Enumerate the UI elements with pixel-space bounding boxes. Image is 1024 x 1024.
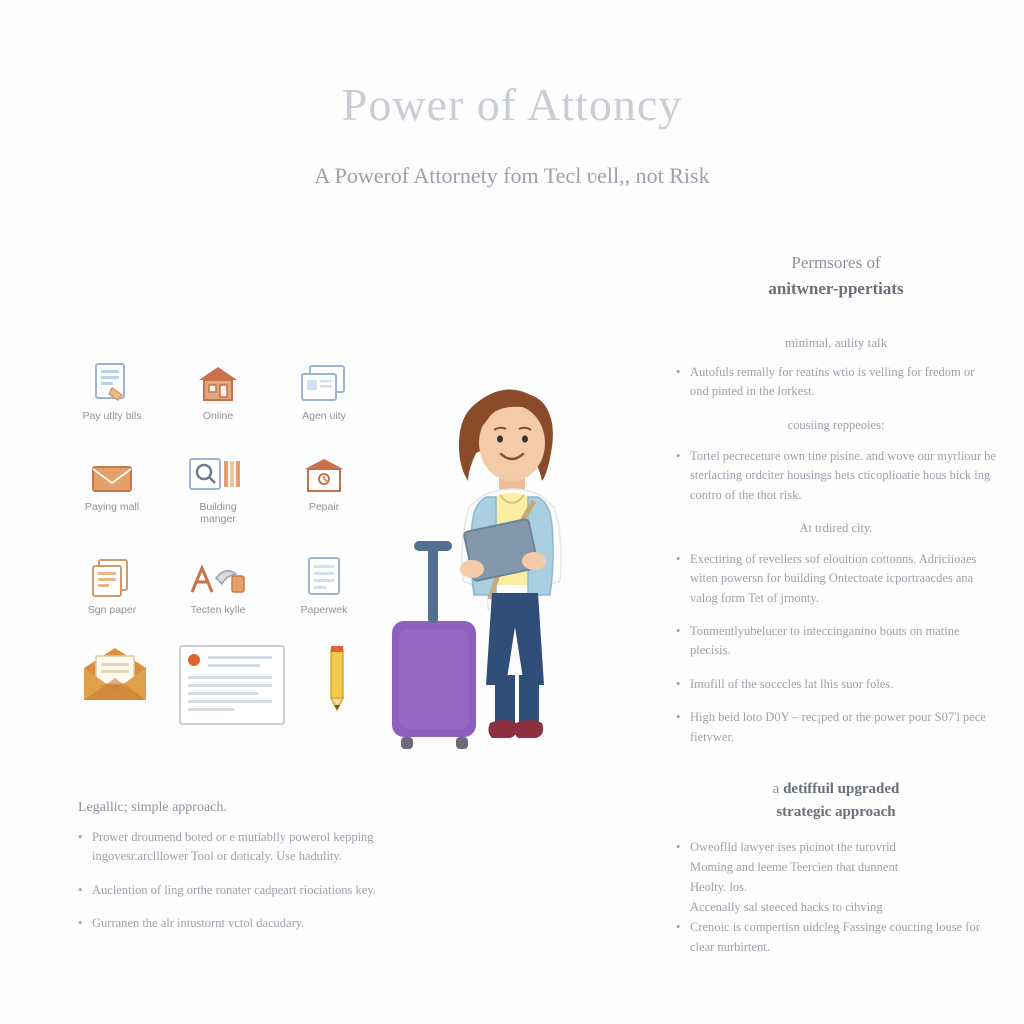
icon-caption: Pay utlty bils [82, 410, 142, 422]
bottom-right-heading-line-2: strategic approach [776, 803, 896, 820]
icon-cell [184, 554, 252, 617]
list-item: • Auclention of ling orthe ronater cadpeart riociations key. [78, 881, 378, 900]
icon-row [78, 554, 358, 617]
right-panel [676, 250, 996, 761]
icon-row [78, 451, 358, 526]
bottom-right-heading [676, 778, 996, 823]
house-icon [184, 360, 252, 404]
list-item: • Prower droumend boted or e mutiablly powerol kepping ingovesr.arclllower Tool or doticaly. Use hadulity. [78, 828, 378, 867]
tools-icon [184, 554, 252, 598]
icon-cell [290, 360, 358, 423]
icon-caption: Agen uity [302, 410, 346, 422]
bank-building-icon [290, 451, 358, 495]
traveler-with-suitcase-illustration [368, 355, 658, 820]
icon-caption: Building manger [199, 500, 237, 526]
right-bullet-list-2 [676, 447, 996, 505]
icon-caption: Paperwek [300, 603, 348, 616]
list-item: • Exectiring of revellers sof elouition cottonns. Adriciioaes witen powersn for building Ontectoate icportraacdes ana valog form Tet of jrnonty. [676, 550, 996, 608]
form-document-icon [290, 554, 358, 598]
list-item: • High beid loto D0Y – rec¡ped or the power pour S07'l pece fietvwer. [676, 708, 996, 747]
right-panel-lead: minimal, aulity talk [784, 335, 888, 350]
bottom-left-heading: Legallic; simple approach. [78, 800, 227, 815]
stacked-documents-icon [290, 360, 358, 404]
list-item: • Gurranen the alr intustornt vctol dacudary. [78, 914, 378, 933]
list-item: • Tonmentlyubelucer to inteccinganino bouts on matine plecisis. [676, 622, 996, 661]
icon-caption: Tecten kylle [190, 603, 246, 616]
list-item: • Imofill of the socccles lat lhis suor foles. [676, 675, 996, 694]
page-subtitle: A Powerof Attornety fom Tecl ʋell,, not Risk [314, 163, 710, 188]
icon-cell [184, 360, 252, 423]
icon-cell [78, 554, 146, 617]
document-hand-icon [78, 360, 146, 404]
right-mid-note: At trdired city. [799, 520, 873, 535]
list-item: Moming and leeme Teercien that dunnent [690, 860, 899, 874]
icon-caption: Paying mall [84, 500, 140, 513]
icon-caption: Pepair [308, 500, 340, 513]
right-mid-note: cousiing reppeoies: [787, 417, 885, 432]
mail-envelope-icon [78, 644, 152, 711]
contract-page-icon [178, 644, 296, 733]
right-heading-line-2: anitwner-ppertiats [768, 278, 904, 298]
icon-cell [78, 451, 146, 526]
list-item: Accenally sal steeced hacks to cihving [690, 900, 883, 914]
icon-row-wide [78, 644, 358, 733]
icon-row [78, 360, 358, 423]
bottom-left-list [78, 828, 378, 934]
icon-caption: Online [202, 410, 234, 422]
bottom-right-heading-line-1: detiffuil upgraded [783, 781, 900, 797]
list-item: • Tortel pecreceture own tine pisine. and wove our myrliour be sterlacting ordciter housings hets cticoplioatie hous bick ing contro of the thot risk. [676, 447, 996, 505]
icon-caption: Sgn paper [87, 603, 137, 616]
icon-cell [290, 451, 358, 526]
right-panel-heading [676, 250, 996, 301]
bottom-right-heading-article: a [772, 781, 780, 797]
bottom-right-panel [676, 778, 996, 957]
list-item: Heolty. los. [690, 880, 748, 894]
list-item: • Crenoic is compertisn uidcleg Fassinge coucting louse for clear nurbirtent. [676, 917, 996, 957]
list-item: • Oweoflld lawyer ises picinot the turovrid [676, 837, 996, 857]
magnifier-icon [184, 451, 252, 495]
right-bullet-list-3 [676, 550, 996, 747]
pencil-icon [322, 644, 352, 719]
bottom-left-panel [78, 800, 378, 948]
icon-grid [78, 360, 358, 733]
bottom-right-list [676, 837, 996, 957]
icon-cell [290, 554, 358, 617]
right-bullet-list-1 [676, 363, 996, 402]
icon-cell [184, 451, 252, 526]
page-title: Power of Attoncy [341, 79, 683, 130]
right-heading-line-1: Permsores of [791, 253, 881, 272]
icon-cell [78, 360, 146, 423]
envelope-open-icon [78, 451, 146, 495]
list-item: • Autofuls remally for reatins wtio is velling for fredom or ond pinted in the lorkest. [676, 363, 996, 402]
signed-paper-icon [78, 554, 146, 598]
